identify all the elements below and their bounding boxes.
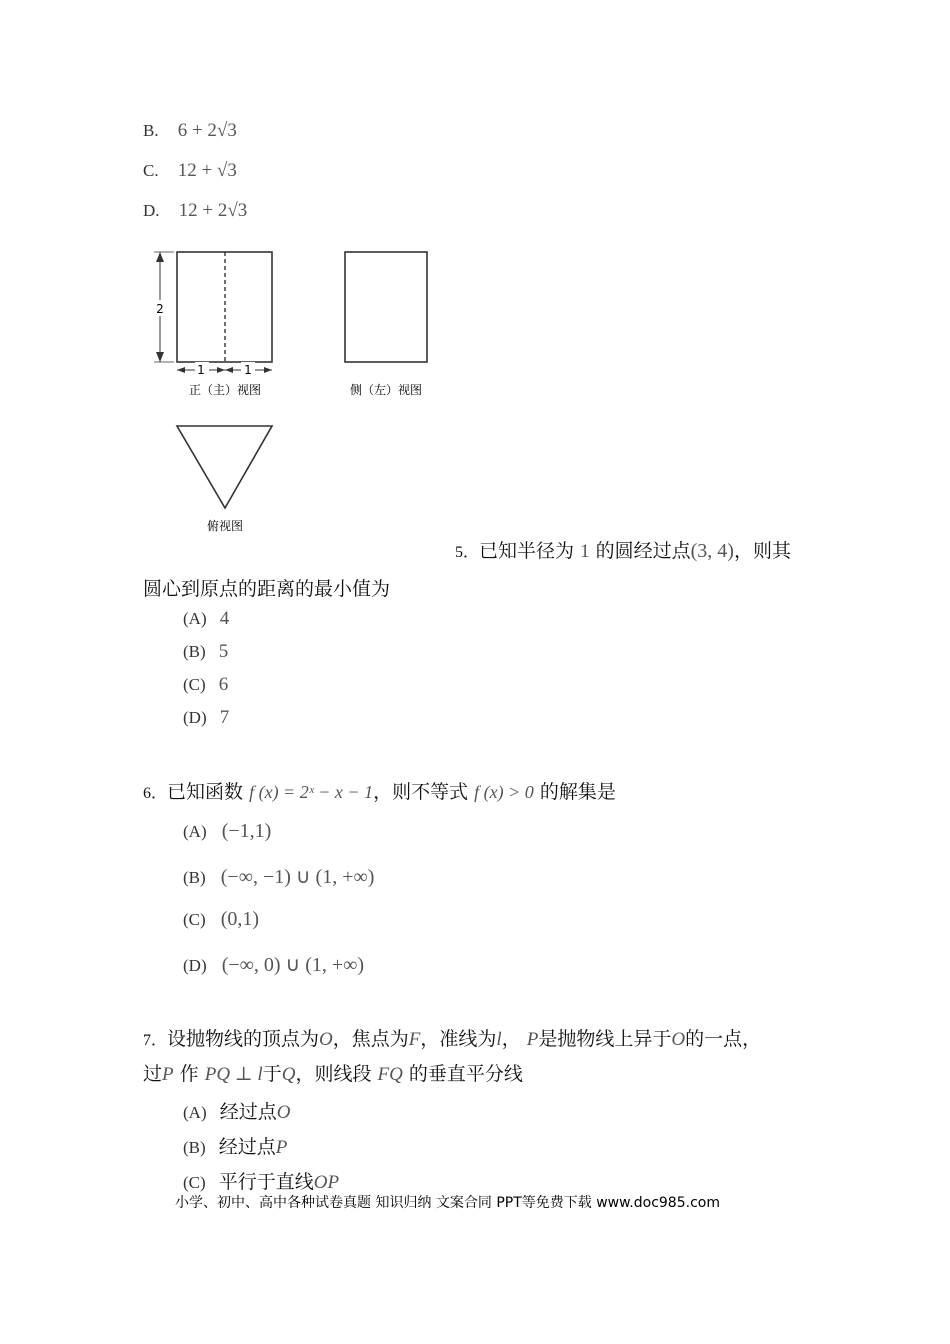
q6-option-b [183, 864, 374, 889]
question-7-line1 [143, 1024, 761, 1051]
option-expression: 6 + 2√3 [177, 120, 237, 141]
three-view-figure [140, 240, 460, 540]
option-value: (−∞, 0) ∪ (1, +∞) [221, 954, 365, 976]
option-value: 5 [218, 641, 229, 662]
option-value: 6 [218, 674, 229, 695]
math-symbol: FQ [377, 1064, 403, 1085]
question-text: ，则不等式 [373, 781, 469, 803]
option-d [143, 200, 247, 222]
math-symbol: F [408, 1029, 421, 1050]
question-text: 已知半径为 [479, 540, 575, 562]
option-text: 经过点 [219, 1101, 277, 1123]
option-letter: (D) [183, 956, 207, 975]
q7-option-a [183, 1097, 290, 1124]
option-c [143, 160, 237, 182]
question-text: 的垂直平分线 [408, 1063, 523, 1085]
math-symbol: P [162, 1064, 174, 1085]
question-text: 设抛物线的顶点为 [167, 1028, 320, 1050]
question-text: ，则线段 [295, 1063, 372, 1085]
question-text: ， [501, 1028, 521, 1050]
question-text: 是抛物线上异于 [538, 1028, 672, 1050]
option-letter: (A) [183, 1103, 207, 1122]
question-text: 的解集是 [539, 781, 616, 803]
option-letter: (B) [183, 642, 206, 661]
math-symbol: O [319, 1029, 333, 1050]
option-value: (−∞, −1) ∪ (1, +∞) [220, 866, 375, 888]
option-letter: (B) [183, 1138, 206, 1157]
option-letter: (D) [183, 708, 207, 727]
question-5-line2: 圆心到原点的距离的最小值为 [143, 578, 391, 600]
question-text: 的一点， [685, 1028, 762, 1050]
option-math: P [275, 1137, 288, 1158]
question-text: ，则其 [733, 540, 791, 562]
option-math: OP [313, 1172, 340, 1193]
q5-option-c [183, 674, 228, 696]
inequality-expression: f (x) > 0 [474, 782, 534, 802]
option-value: 7 [219, 707, 230, 728]
side-view-rect [345, 252, 427, 362]
option-letter: C. [143, 161, 159, 180]
math-symbol: Q [281, 1064, 296, 1085]
function-expression: f (x) = 2ˣ − x − 1 [249, 782, 374, 802]
option-value: (0,1) [220, 908, 260, 930]
q5-option-d [183, 707, 229, 729]
option-expression: 12 + 2√3 [178, 200, 248, 221]
option-letter: (C) [183, 675, 206, 694]
option-value: (−1,1) [221, 820, 272, 842]
q5-option-b [183, 641, 228, 663]
question-7-line2 [143, 1059, 523, 1086]
option-text: 平行于直线 [218, 1171, 314, 1193]
option-math: O [276, 1102, 291, 1123]
option-letter: D. [143, 201, 160, 220]
width-left-label: 1 [197, 363, 205, 377]
question-text: 的圆经过点 [595, 540, 691, 562]
math-symbol: P [526, 1029, 539, 1050]
question-5-line1 [455, 536, 791, 563]
question-number: 7． [143, 1032, 168, 1049]
front-view-label: 正（主）视图 [188, 383, 262, 397]
top-view-triangle [177, 426, 272, 508]
page-footer: 小学、初中、高中各种试卷真题 知识归纳 文案合同 PPT等免费下载 www.doc985.com [175, 1195, 720, 1211]
question-text: ，准线为 [420, 1028, 497, 1050]
question-text: 过 [143, 1063, 163, 1085]
option-letter: B. [143, 121, 159, 140]
q5-option-a [183, 608, 229, 630]
option-b [143, 120, 237, 142]
math-symbol: O [671, 1029, 686, 1050]
question-text: 已知函数 [167, 781, 244, 803]
option-letter: (C) [183, 1173, 206, 1192]
top-view-label: 俯视图 [206, 519, 244, 533]
option-value: 4 [219, 608, 230, 629]
point-value: (3, 4) [690, 540, 734, 562]
radius-value: 1 [580, 541, 590, 562]
width-right-label: 1 [244, 363, 252, 377]
question-text: ，焦点为 [332, 1028, 409, 1050]
side-view-label: 侧（左）视图 [349, 383, 423, 397]
option-letter: (A) [183, 609, 207, 628]
question-number: 5． [455, 544, 480, 561]
option-text: 经过点 [218, 1136, 276, 1158]
q7-option-b [183, 1132, 287, 1159]
height-dimension-label: 2 [156, 302, 164, 316]
option-letter: (A) [183, 822, 207, 841]
option-letter: (C) [183, 910, 206, 929]
question-text: 于 [262, 1063, 282, 1085]
question-number: 6． [143, 785, 168, 802]
q6-option-a [183, 820, 271, 843]
question-6 [143, 777, 616, 804]
option-letter: (B) [183, 868, 206, 887]
question-text: 作 [179, 1063, 199, 1085]
q6-option-d [183, 952, 364, 977]
math-expression: PQ ⊥ l [204, 1064, 263, 1085]
q6-option-c [183, 908, 259, 931]
option-expression: 12 + √3 [177, 160, 237, 181]
q7-option-c [183, 1167, 339, 1194]
math-symbol: l [496, 1029, 502, 1050]
